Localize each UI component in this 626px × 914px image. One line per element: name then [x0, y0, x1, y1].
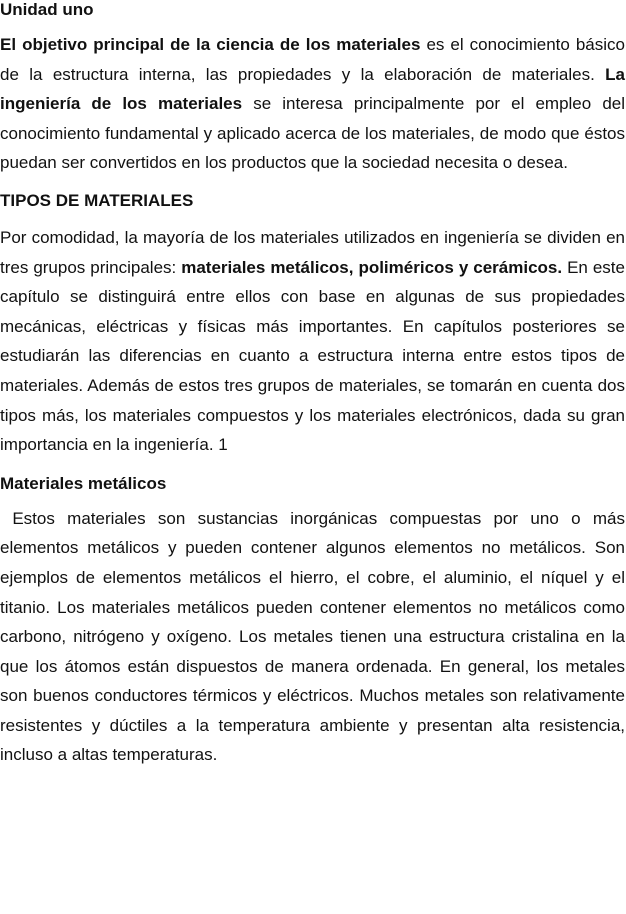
bold-ciencia-materiales: El objetivo principal de la ciencia de los materiales — [0, 35, 421, 54]
text-objetivo-b: se interesa principalmente por el empleo del conocimiento fundamental y aplicado acerca de los materiales, de modo que éstos puedan ser convertidos en los productos que la sociedad necesita o desea. — [0, 94, 625, 173]
heading-tipos-materiales: TIPOS DE MATERIALES — [0, 190, 194, 210]
text-tipos-a: Por comodidad, la mayoría de los materiales utilizados en ingeniería se dividen en tres grupos principales: — [0, 227, 625, 277]
text-objetivo-a: es el conocimiento básico de la estructura interna, las propiedades y la elaboración de materiales. — [0, 35, 625, 84]
paragraph-tipos — [0, 223, 625, 460]
heading-unidad-uno: Unidad uno — [0, 0, 94, 19]
bold-tres-grupos: materiales metálicos, poliméricos y cerámicos. — [181, 257, 563, 277]
paragraph-metalicos: Estos materiales son sustancias inorgánicas compuestas por uno o más elementos metálicos y pueden contener algunos elementos no metálicos. Son ejemplos de elementos metálicos el hierro, el cobre, el aluminio, el níquel y el titanio. Los materiales metálicos pueden contener elementos no metálicos como carbono, nitrógeno y oxígeno. Los metales tienen una estructura cristalina en la que los átomos están dispuestos de manera ordenada. En general, los metales son buenos conductores térmicos y eléctricos. Muchos metales son relativamente resistentes y dúctiles a la temperatura ambiente y presentan alta resistencia, incluso a altas temperaturas. — [0, 508, 625, 765]
paragraph-objetivo — [0, 30, 625, 178]
text-tipos-b: En este capítulo se distinguirá entre ellos con base en algunas de sus propiedades mecánicas, eléctricas y físicas más importantes. En capítulos posteriores se estudiarán las diferencias en cuanto a estructura interna entre estos tipos de materiales. Además de estos tres grupos de materiales, se tomarán en cuenta dos tipos más, los materiales compuestos y los materiales electrónicos, dada su gran importancia en la ingeniería. 1 — [0, 257, 625, 455]
bold-ingenieria-materiales: La ingeniería de los materiales — [0, 64, 625, 114]
heading-materiales-metalicos: Materiales metálicos — [0, 473, 167, 493]
